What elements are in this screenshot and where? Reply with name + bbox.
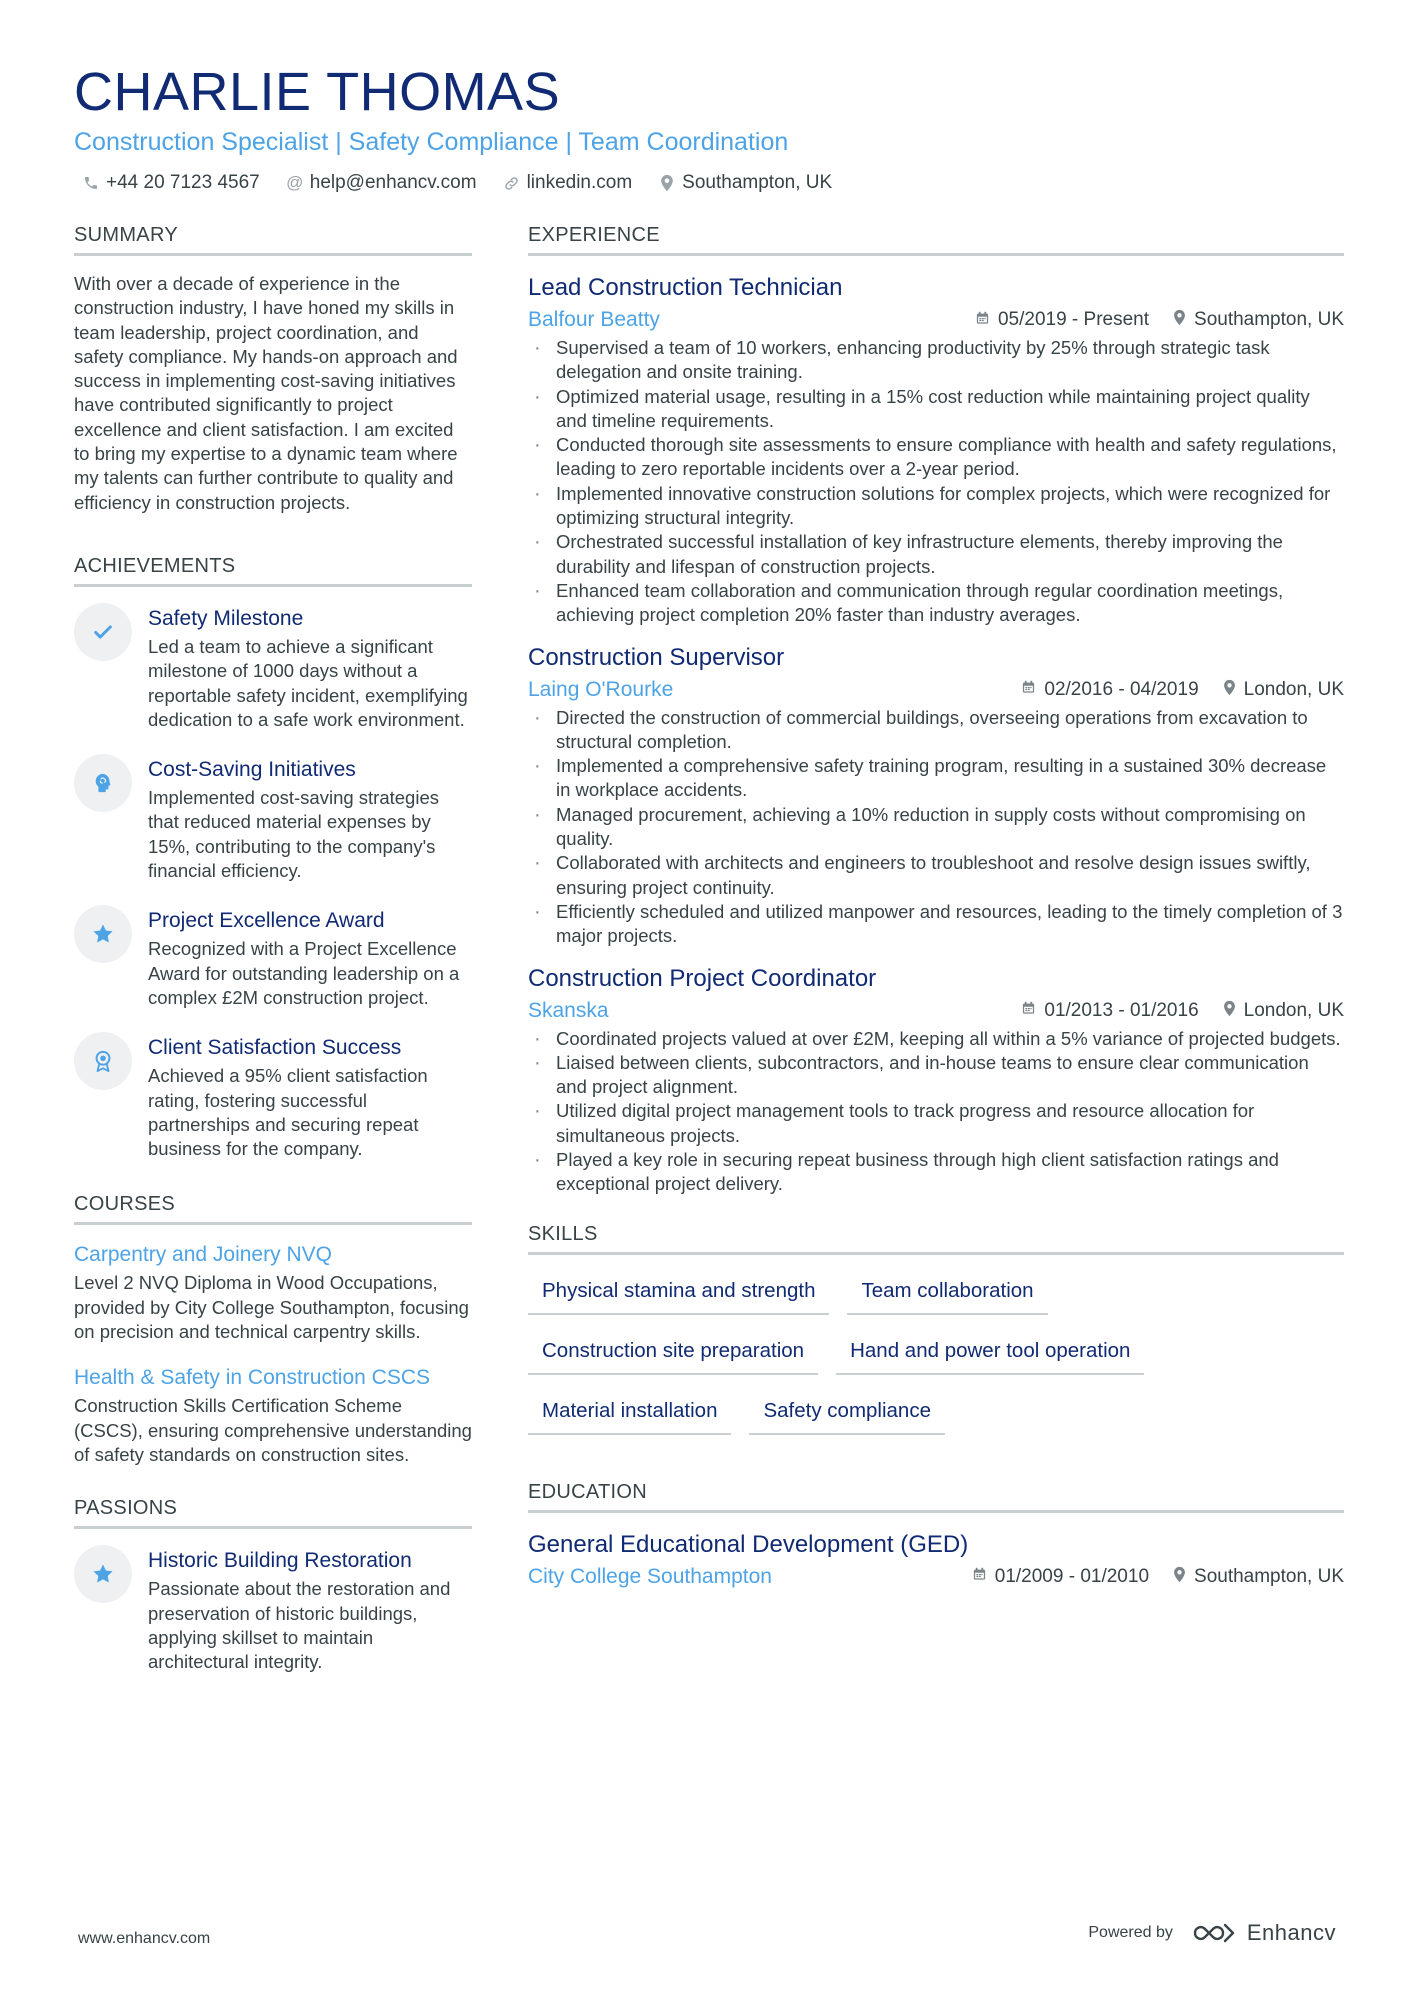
skill-tag: Physical stamina and strength [528,1271,829,1315]
achievement-item [74,905,472,1010]
job-bullet: · Played a key role in securing repeat business through high client satisfaction ratings and exceptional project delivery. [528,1148,1344,1197]
link-icon [503,175,521,192]
achievement-item [74,603,472,732]
job-dates: 01/2013 - 01/2016 [1044,999,1199,1021]
job-dates: 02/2016 - 04/2019 [1044,678,1199,700]
contact-linkedin[interactable] [503,172,633,194]
contact-linkedin-text: linkedin.com [526,172,633,193]
star-icon [74,1545,132,1603]
passions-heading: PASSIONS [74,1497,472,1529]
phone-icon [82,175,100,191]
course-desc: Construction Skills Certification Scheme (CSCS), ensuring comprehensive understanding of safety standards on construction sites. [74,1395,472,1465]
job-bullet: · Optimized material usage, resulting in a 15% cost reduction while maintaining project quality and timeline requirements. [528,385,1344,434]
enhancv-logo[interactable] [1191,1920,1336,1946]
education-location: Southampton, UK [1194,1565,1344,1587]
job-title: Lead Construction Technician [528,274,843,301]
job-entry [528,272,1344,628]
achievement-title: Project Excellence Award [148,909,385,933]
job-bullet: · Implemented innovative construction solutions for complex projects, which were recognized for optimizing structural integrity. [528,482,1344,531]
job-bullets [528,706,1344,949]
contact-email-text: help@enhancv.com [309,172,477,193]
course-item [74,1241,472,1344]
skill-tag: Hand and power tool operation [836,1331,1144,1375]
award-icon [74,1032,132,1090]
calendar-icon [1021,679,1036,700]
footer-website[interactable]: www.enhancv.com [78,1930,211,1947]
summary-heading: SUMMARY [74,224,472,256]
job-company: Skanska [528,998,609,1022]
summary-text: With over a decade of experience in the construction industry, I have honed my skills in team leadership, project coordination, and safety compliance. My hands-on approach and success in implementing cost-saving initiatives have contributed significantly to project excellence and client satisfaction. I am excited to bring my expertise to a dynamic team where my talents can further contribute to quality and efficiency in construction projects. [74,273,458,513]
left-column [74,224,472,1696]
education-dates: 01/2009 - 01/2010 [994,1565,1150,1587]
star-icon [74,905,132,963]
achievement-desc: Implemented cost-saving strategies that reduced material expenses by 15%, contributing to the company's financial efficiency. [148,787,439,882]
job-title: Construction Project Coordinator [528,964,877,992]
job-location: Southampton, UK [1194,309,1344,330]
skill-tag: Material installation [528,1391,731,1435]
job-bullets [528,1027,1344,1197]
job-bullet: · Directed the construction of commercial buildings, overseeing operations from excavation to structural completion. [528,706,1344,755]
location-icon [1223,679,1236,701]
course-desc: Level 2 NVQ Diploma in Wood Occupations, provided by City College Southampton, focusing on precision and technical carpentry skills. [74,1272,469,1343]
contact-phone-text: +44 20 7123 4567 [106,172,260,193]
job-title: Construction Supervisor [528,643,785,671]
experience-heading: EXPERIENCE [528,224,1344,256]
skills-heading: SKILLS [528,1223,1344,1255]
courses-heading: COURSES [74,1193,472,1225]
job-location: London, UK [1243,999,1344,1021]
courses-section [74,1193,472,1467]
achievement-desc: Led a team to achieve a significant milestone of 1000 days without a reportable safety incident, exemplifying dedication to a safe work environment. [148,635,468,730]
resume-page [74,60,1344,1696]
job-bullet: · Efficiently scheduled and utilized manpower and resources, leading to the timely completion of 3 major projects. [528,900,1344,949]
summary-section [74,224,472,515]
achievement-item [74,1032,472,1161]
contact-location [658,172,832,194]
powered-by-label: Powered by [1088,1924,1173,1941]
footer-branding [1088,1920,1336,1946]
job-bullets [528,336,1344,628]
passion-item [74,1545,472,1674]
education-degree: General Educational Development (GED) [528,1530,969,1558]
passions-section [74,1497,472,1674]
candidate-name: CHARLIE THOMAS [74,62,561,122]
location-icon [1173,1566,1186,1588]
job-bullet: · Coordinated projects valued at over £2M, keeping all within a 5% variance of projected budgets. [528,1027,1344,1051]
achievements-heading: ACHIEVEMENTS [74,555,472,587]
passion-title: Historic Building Restoration [148,1549,412,1573]
achievement-item [74,754,472,883]
calendar-icon [1021,1000,1036,1021]
location-icon [1173,309,1186,331]
contact-email[interactable] [286,172,477,194]
achievement-title: Safety Milestone [148,606,304,630]
right-column [528,224,1344,1696]
job-bullet: · Implemented a comprehensive safety training program, resulting in a sustained 30% decrease in workplace accidents. [528,754,1344,803]
job-bullet: · Collaborated with architects and engineers to troubleshoot and resolve design issues swiftly, ensuring project continuity. [528,851,1344,900]
job-bullet: · Supervised a team of 10 workers, enhancing productivity by 25% through strategic task delegation and onsite training. [528,336,1344,385]
job-company: Laing O'Rourke [528,677,674,701]
job-bullet: · Managed procurement, achieving a 10% reduction in supply costs without compromising on quality. [528,803,1344,852]
contact-location-text: Southampton, UK [682,172,833,193]
achievement-title: Client Satisfaction Success [148,1036,402,1060]
location-icon [658,174,676,192]
achievement-desc: Achieved a 95% client satisfaction rating, fostering successful partnerships and securing repeat business for the company. [148,1065,428,1160]
job-entry [528,963,1344,1197]
skills-section [528,1223,1344,1451]
skill-tag: Team collaboration [847,1271,1047,1315]
job-location: London, UK [1243,678,1344,700]
job-bullet: · Conducted thorough site assessments to ensure compliance with health and safety regulations, leading to zero reportable incidents over a 2-year period. [528,433,1344,482]
job-bullet: · Enhanced team collaboration and communication through regular coordination meetings, achieving project completion 20% faster than industry averages. [528,579,1344,628]
job-entry [528,642,1344,949]
achievement-desc: Recognized with a Project Excellence Award for outstanding leadership on a complex £2M construction project. [148,938,460,1008]
job-bullet: · Utilized digital project management tools to track progress and resource allocation for simultaneous projects. [528,1099,1344,1148]
check-icon [74,603,132,661]
job-company: Balfour Beatty [528,308,660,331]
at-icon: @ [286,173,304,192]
brain-icon [74,754,132,812]
course-item [74,1364,472,1467]
achievement-title: Cost-Saving Initiatives [148,758,356,782]
course-title: Health & Safety in Construction CSCS [74,1366,430,1390]
skill-tag: Safety compliance [749,1391,945,1435]
job-bullet: · Orchestrated successful installation of key infrastructure elements, thereby improving the durability and lifespan of construction projects. [528,530,1344,579]
job-bullet: · Liaised between clients, subcontractors, and in-house teams to ensure clear communication and project alignment. [528,1051,1344,1100]
enhancv-logo-icon [1191,1921,1237,1945]
course-title: Carpentry and Joinery NVQ [74,1243,332,1267]
location-icon [1223,1000,1236,1022]
education-school: City College Southampton [528,1564,772,1588]
enhancv-brand-text: Enhancv [1246,1920,1336,1945]
experience-section [528,224,1344,1197]
job-dates: 05/2019 - Present [997,309,1150,330]
calendar-icon [972,1566,987,1587]
passion-desc: Passionate about the restoration and preservation of historic buildings, applying skillset to maintain architectural integrity. [148,1578,451,1673]
skill-tag: Construction site preparation [528,1331,818,1375]
contact-bar [74,172,1344,194]
calendar-icon [975,310,990,331]
contact-phone[interactable] [82,172,260,194]
education-section [528,1481,1344,1589]
education-heading: EDUCATION [528,1481,1344,1513]
achievements-section [74,555,472,1161]
candidate-tagline: Construction Specialist | Safety Compliance | Team Coordination [74,128,789,156]
